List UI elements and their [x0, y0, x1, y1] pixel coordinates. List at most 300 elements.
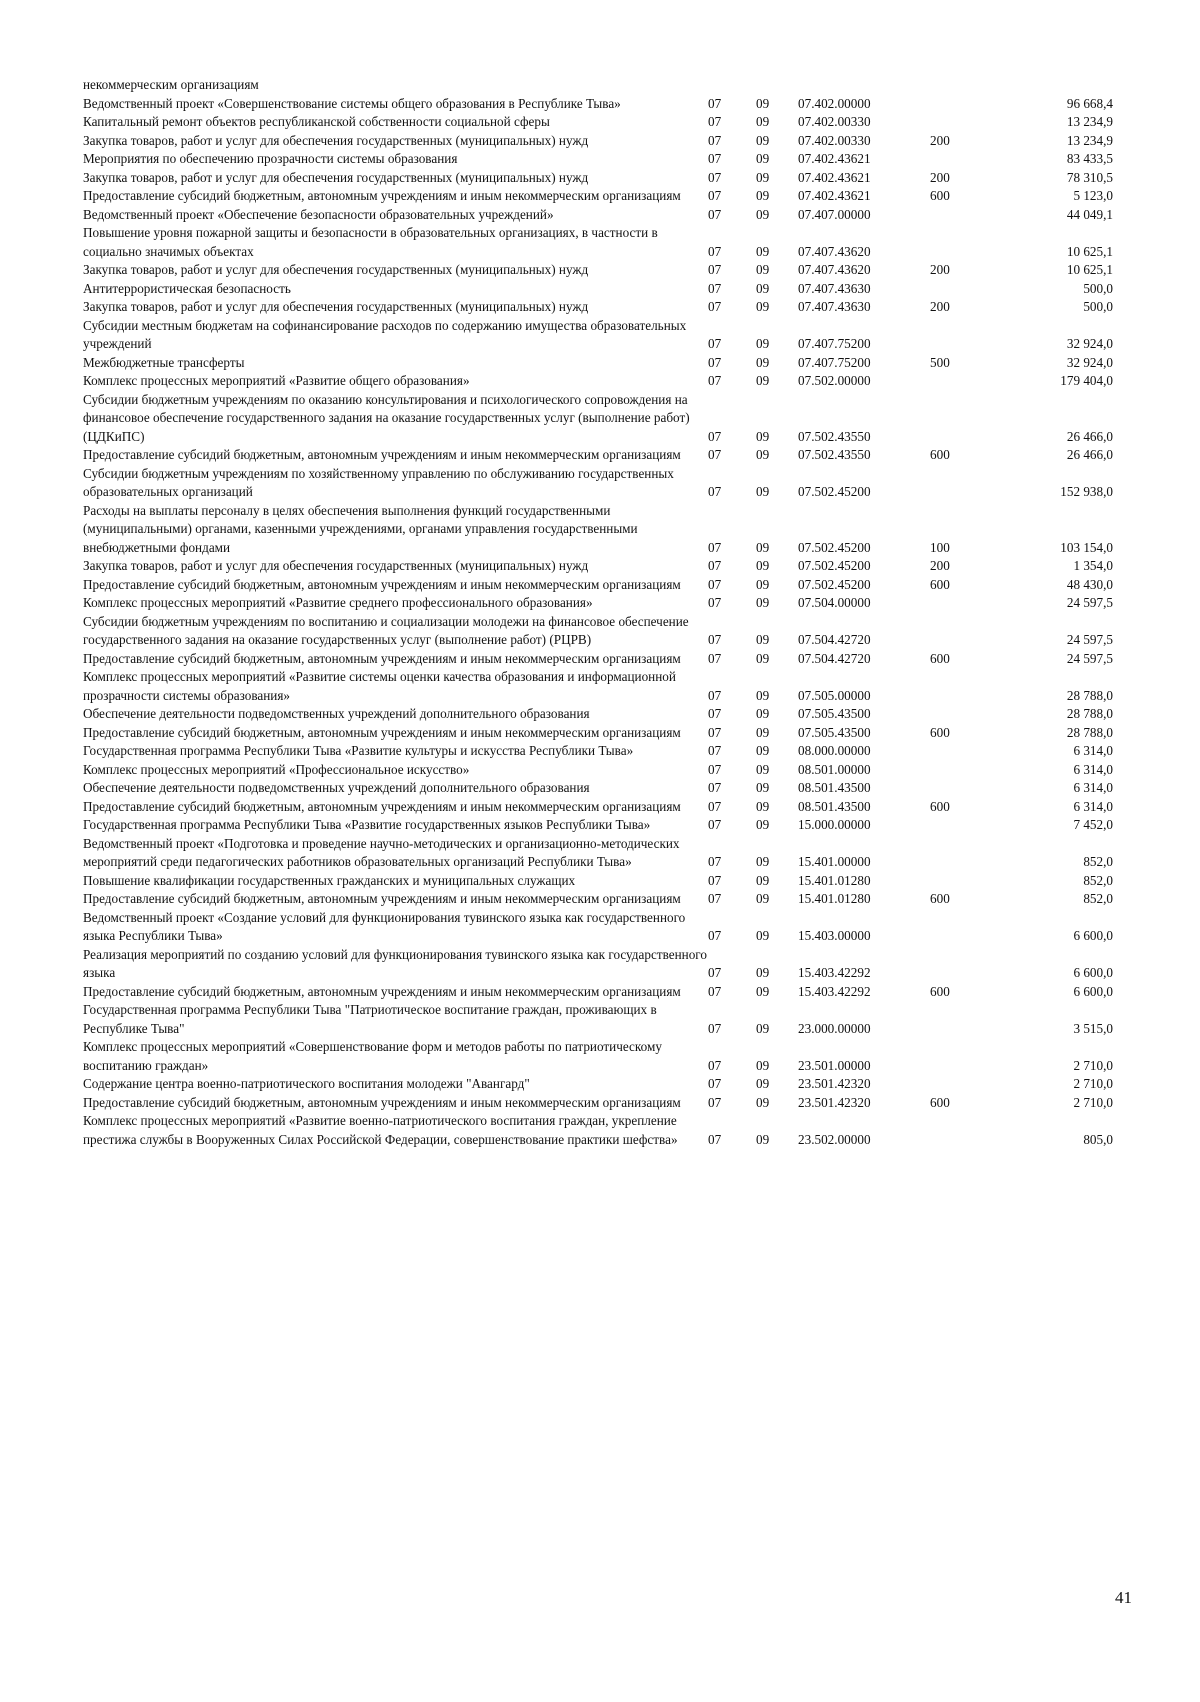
row-target-code: 07.402.43621	[798, 169, 871, 185]
row-subsection: 09	[756, 798, 770, 814]
row-subsection: 09	[756, 817, 770, 832]
row-expense-type	[930, 465, 990, 502]
row-subsection: 09	[756, 373, 770, 388]
row-amount: 32 924,0	[1066, 336, 1113, 351]
row-section: 07	[708, 743, 722, 758]
row-subsection: 09	[756, 188, 770, 203]
row-expense-type	[930, 206, 990, 225]
row-expense-type: 200	[930, 132, 950, 148]
row-amount: 6 600,0	[1073, 983, 1113, 999]
row-target-code: 07.502.00000	[798, 373, 871, 388]
row-expense-type	[930, 1112, 990, 1149]
row-amount	[990, 76, 1113, 95]
row-target-code: 07.407.00000	[798, 206, 871, 222]
row-expense-type	[930, 909, 990, 946]
row-expense-type	[930, 372, 990, 391]
row-amount: 6 314,0	[1073, 798, 1113, 814]
row-subsection: 09	[756, 299, 770, 314]
row-amount: 500,0	[1083, 280, 1113, 296]
table-row	[83, 724, 1113, 743]
row-target-code: 07.407.75200	[798, 354, 871, 370]
table-row	[83, 613, 1113, 650]
row-name: Комплекс процессных мероприятий «Развитие военно-патриотического воспитания граждан, укрепление престижа службы в Вооруженных Силах Российской Федерации, совершенствование практики шефства»	[83, 1113, 678, 1147]
row-amount: 28 788,0	[1066, 706, 1113, 721]
budget-table-body	[83, 76, 1113, 1149]
row-subsection: 09	[756, 354, 770, 370]
row-name: Государственная программа Республики Тыва «Развитие культуры и искусства Республики Тыва»	[83, 743, 634, 758]
row-name: Предоставление субсидий бюджетным, автономным учреждениям и иным некоммерческим организациям	[83, 447, 681, 462]
row-name: Субсидии местным бюджетам на софинансирование расходов по содержанию имущества образовательных учреждений	[83, 317, 687, 351]
row-name: Государственная программа Республики Тыва «Развитие государственных языков Республики Тыва»	[83, 817, 651, 832]
row-subsection: 09	[756, 539, 770, 555]
row-section: 07	[708, 687, 722, 703]
row-name: Ведомственный проект «Подготовка и проведение научно-методических и организационно-методических мероприятий среди педагогических работников образовательных организаций Республики Тыва»	[83, 835, 680, 869]
row-expense-type: 600	[930, 798, 950, 814]
row-name: Обеспечение деятельности подведомственных учреждений дополнительного образования	[83, 780, 590, 795]
row-name: Закупка товаров, работ и услуг для обеспечения государственных (муниципальных) нужд	[83, 132, 589, 148]
row-expense-type	[930, 1075, 990, 1094]
table-row	[83, 1094, 1113, 1113]
row-section: 07	[708, 798, 722, 814]
row-subsection: 09	[756, 262, 770, 277]
row-section: 07	[708, 280, 722, 296]
row-expense-type: 600	[930, 983, 950, 999]
table-row	[83, 95, 1113, 114]
row-amount: 24 597,5	[1066, 632, 1113, 647]
row-subsection: 09	[756, 151, 770, 166]
table-row	[83, 1038, 1113, 1075]
row-target-code: 07.502.45200	[798, 576, 871, 592]
row-section: 07	[708, 558, 722, 573]
table-row	[83, 1112, 1113, 1149]
row-name: Ведомственный проект «Создание условий для функционирования тувинского языка как государственного языка Республики Тыва»	[83, 909, 686, 943]
table-row	[83, 650, 1113, 669]
row-name: Закупка товаров, работ и услуг для обеспечения государственных (муниципальных) нужд	[83, 169, 589, 185]
table-row	[83, 354, 1113, 373]
row-amount: 13 234,9	[1066, 132, 1113, 148]
row-expense-type: 600	[930, 447, 950, 462]
row-target-code: 07.407.43630	[798, 299, 871, 314]
row-target-code: 07.407.75200	[798, 336, 871, 351]
row-name: Закупка товаров, работ и услуг для обеспечения государственных (муниципальных) нужд	[83, 262, 589, 277]
row-name: Капитальный ремонт объектов республиканской собственности социальной сферы	[83, 114, 550, 129]
row-expense-type	[930, 76, 990, 95]
row-amount: 13 234,9	[1066, 114, 1113, 129]
row-amount: 805,0	[1083, 1131, 1113, 1147]
row-target-code: 15.000.00000	[798, 817, 871, 832]
table-row	[83, 280, 1113, 299]
row-section: 07	[708, 872, 722, 888]
row-expense-type	[930, 613, 990, 650]
row-target-code: 23.501.00000	[798, 1057, 871, 1073]
row-target-code: 15.401.00000	[798, 854, 871, 869]
row-amount: 6 600,0	[1073, 928, 1113, 943]
row-section: 07	[708, 188, 722, 203]
table-row	[83, 742, 1113, 761]
row-expense-type	[930, 779, 990, 798]
row-subsection: 09	[756, 632, 770, 647]
row-target-code: 07.502.45200	[798, 484, 871, 499]
row-name: Комплекс процессных мероприятий «Развитие системы оценки качества образования и информационной прозрачности системы образования»	[83, 669, 676, 703]
row-subsection: 09	[756, 336, 770, 351]
row-target-code: 07.402.43621	[798, 188, 871, 203]
row-expense-type	[930, 668, 990, 705]
table-row	[83, 779, 1113, 798]
row-subsection: 09	[756, 428, 770, 444]
table-row	[83, 261, 1113, 280]
row-section: 07	[708, 336, 722, 351]
row-subsection: 09	[756, 687, 770, 703]
row-amount: 48 430,0	[1066, 576, 1113, 592]
row-section: 07	[708, 373, 722, 388]
row-expense-type	[930, 1038, 990, 1075]
row-section: 07	[708, 724, 722, 740]
row-subsection: 09	[756, 743, 770, 758]
table-row	[83, 946, 1113, 983]
table-row	[83, 816, 1113, 835]
row-target-code: 07.407.43630	[798, 280, 871, 296]
table-row	[83, 76, 1113, 95]
row-amount: 2 710,0	[1073, 1094, 1113, 1110]
row-subsection: 09	[756, 724, 770, 740]
row-amount: 2 710,0	[1073, 1057, 1113, 1073]
row-name: Обеспечение деятельности подведомственных учреждений дополнительного образования	[83, 706, 590, 721]
row-section: 07	[708, 650, 722, 666]
row-expense-type: 600	[930, 891, 950, 906]
row-expense-type: 500	[930, 354, 950, 370]
row-target-code: 08.501.00000	[798, 761, 871, 777]
row-target-code: 15.401.01280	[798, 891, 871, 906]
row-amount: 3 515,0	[1073, 1020, 1113, 1036]
row-name: некоммерческим организациям	[83, 77, 259, 92]
row-name: Содержание центра военно-патриотического воспитания молодежи "Авангард"	[83, 1076, 530, 1091]
row-subsection: 09	[756, 1094, 770, 1110]
row-name: Субсидии бюджетным учреждениям по хозяйственному управлению по обслуживанию государственных образовательных организаций	[83, 465, 674, 499]
row-amount: 1 354,0	[1073, 558, 1113, 573]
row-subsection: 09	[756, 576, 770, 592]
row-section: 07	[708, 891, 722, 906]
table-row	[83, 705, 1113, 724]
row-expense-type	[930, 761, 990, 780]
row-target-code: 23.501.42320	[798, 1094, 871, 1110]
table-row	[83, 502, 1113, 558]
row-expense-type: 600	[930, 650, 950, 666]
row-section: 07	[708, 965, 722, 980]
row-amount: 6 314,0	[1073, 743, 1113, 758]
table-row	[83, 224, 1113, 261]
table-row	[83, 835, 1113, 872]
row-name: Ведомственный проект «Обеспечение безопасности образовательных учреждений»	[83, 206, 554, 222]
row-section: 07	[708, 595, 722, 610]
row-target-code: 15.401.01280	[798, 872, 871, 888]
row-name: Предоставление субсидий бюджетным, автономным учреждениям и иным некоммерческим организациям	[83, 576, 681, 592]
row-name: Субсидии бюджетным учреждениям по оказанию консультирования и психологического сопровождения на финансовое обеспечение государственного задания на оказание государственных услуг (выполнение работ) (ЦДКиПС)	[83, 391, 690, 444]
row-subsection: 09	[756, 95, 770, 111]
row-name: Комплекс процессных мероприятий «Профессиональное искусство»	[83, 761, 470, 777]
row-amount: 2 710,0	[1073, 1076, 1113, 1091]
row-section: 07	[708, 761, 722, 777]
row-subsection: 09	[756, 1020, 770, 1036]
row-amount: 852,0	[1083, 891, 1113, 906]
row-expense-type: 200	[930, 299, 950, 314]
row-target-code: 07.402.00330	[798, 114, 871, 129]
row-subsection: 09	[756, 1057, 770, 1073]
row-target-code: 15.403.42292	[798, 965, 871, 980]
row-name: Субсидии бюджетным учреждениям по воспитанию и социализации молодежи на финансовое обеспечение государственного задания на оказание государственных услуг (выполнение работ) (РЦРВ)	[83, 613, 689, 647]
table-row	[83, 465, 1113, 502]
row-expense-type	[930, 391, 990, 447]
row-expense-type: 200	[930, 262, 950, 277]
row-target-code: 07.402.00330	[798, 132, 871, 148]
row-subsection: 09	[756, 706, 770, 721]
table-row	[83, 132, 1113, 151]
row-section: 07	[708, 262, 722, 277]
row-amount: 5 123,0	[1073, 188, 1113, 203]
row-amount: 7 452,0	[1073, 817, 1113, 832]
table-row	[83, 872, 1113, 891]
row-name: Закупка товаров, работ и услуг для обеспечения государственных (муниципальных) нужд	[83, 299, 589, 314]
row-subsection: 09	[756, 595, 770, 610]
row-target-code: 07.504.42720	[798, 650, 871, 666]
row-section: 07	[708, 1094, 722, 1110]
row-amount: 103 154,0	[1060, 539, 1113, 555]
table-row	[83, 1075, 1113, 1094]
row-target-code: 07.502.45200	[798, 558, 871, 573]
table-row	[83, 909, 1113, 946]
row-amount: 500,0	[1083, 299, 1113, 314]
row-amount: 179 404,0	[1060, 373, 1113, 388]
row-expense-type	[930, 835, 990, 872]
row-expense-type: 200	[930, 558, 950, 573]
row-section: 07	[708, 299, 722, 314]
row-target-code: 08.501.43500	[798, 798, 871, 814]
row-expense-type: 200	[930, 169, 950, 185]
row-amount: 852,0	[1083, 872, 1113, 888]
row-section: 07	[708, 983, 722, 999]
row-name: Предоставление субсидий бюджетным, автономным учреждениям и иным некоммерческим организациям	[83, 983, 681, 999]
table-row	[83, 798, 1113, 817]
row-expense-type	[930, 113, 990, 132]
row-amount: 6 314,0	[1073, 780, 1113, 795]
row-name: Государственная программа Республики Тыва "Патриотическое воспитание граждан, проживающих в Республике Тыва"	[83, 1002, 657, 1036]
row-subsection: 09	[756, 243, 770, 259]
row-name: Предоставление субсидий бюджетным, автономным учреждениям и иным некоммерческим организациям	[83, 798, 681, 814]
table-row	[83, 391, 1113, 447]
row-subsection: 09	[756, 761, 770, 777]
row-expense-type	[930, 1001, 990, 1038]
row-expense-type	[930, 317, 990, 354]
row-expense-type	[930, 95, 990, 114]
row-expense-type: 600	[930, 724, 950, 740]
page-number: 41	[1115, 1588, 1132, 1607]
table-row	[83, 150, 1113, 169]
row-target-code: 23.502.00000	[798, 1131, 871, 1147]
table-row	[83, 187, 1113, 206]
row-subsection: 09	[756, 891, 770, 906]
table-row	[83, 372, 1113, 391]
row-amount: 78 310,5	[1066, 169, 1113, 185]
row-target-code: 08.501.43500	[798, 780, 871, 795]
table-row	[83, 668, 1113, 705]
row-name: Повышение уровня пожарной защиты и безопасности в образовательных организациях, в частности в социально значимых объектах	[83, 225, 658, 259]
row-amount: 10 625,1	[1066, 243, 1113, 259]
table-row	[83, 594, 1113, 613]
row-target-code: 07.505.43500	[798, 706, 871, 721]
row-subsection: 09	[756, 1131, 770, 1147]
row-section: 07	[708, 169, 722, 185]
row-target-code: 07.505.00000	[798, 687, 871, 703]
row-expense-type	[930, 594, 990, 613]
row-amount: 10 625,1	[1066, 262, 1113, 277]
table-row	[83, 298, 1113, 317]
row-expense-type: 600	[930, 1094, 950, 1110]
row-name: Комплекс процессных мероприятий «Развитие общего образования»	[83, 373, 470, 388]
row-amount: 26 466,0	[1066, 428, 1113, 444]
row-section: 07	[708, 1057, 722, 1073]
row-amount: 24 597,5	[1066, 595, 1113, 610]
table-row	[83, 206, 1113, 225]
row-section: 07	[708, 206, 722, 222]
table-row	[83, 1001, 1113, 1038]
row-target-code: 07.504.42720	[798, 632, 871, 647]
row-section: 07	[708, 428, 722, 444]
row-name: Комплекс процессных мероприятий «Совершенствование форм и методов работы по патриотическому воспитанию граждан»	[83, 1039, 662, 1073]
row-expense-type: 100	[930, 539, 950, 555]
row-subsection: 09	[756, 114, 770, 129]
row-amount: 96 668,4	[1066, 95, 1113, 111]
row-subsection: 09	[756, 780, 770, 795]
row-name: Предоставление субсидий бюджетным, автономным учреждениям и иным некоммерческим организациям	[83, 891, 681, 906]
row-section: 07	[708, 1076, 722, 1091]
row-name: Межбюджетные трансферты	[83, 354, 245, 370]
row-subsection: 09	[756, 447, 770, 462]
row-amount: 32 924,0	[1066, 354, 1113, 370]
row-section: 07	[708, 354, 722, 370]
row-section: 07	[708, 243, 722, 259]
row-subsection: 09	[756, 650, 770, 666]
row-target-code: 07.402.43621	[798, 151, 871, 166]
row-amount: 44 049,1	[1066, 206, 1113, 222]
row-subsection: 09	[756, 132, 770, 148]
row-section: 07	[708, 706, 722, 721]
row-expense-type	[930, 742, 990, 761]
table-row	[83, 169, 1113, 188]
row-name: Антитеррористическая безопасность	[83, 280, 291, 296]
row-subsection	[756, 76, 798, 95]
table-row	[83, 317, 1113, 354]
row-section: 07	[708, 539, 722, 555]
row-section: 07	[708, 817, 722, 832]
table-row	[83, 113, 1113, 132]
row-section: 07	[708, 576, 722, 592]
row-section: 07	[708, 95, 722, 111]
row-section: 07	[708, 780, 722, 795]
row-subsection: 09	[756, 484, 770, 499]
row-amount: 6 600,0	[1073, 965, 1113, 980]
row-amount: 83 433,5	[1066, 151, 1113, 166]
row-amount: 6 314,0	[1073, 761, 1113, 777]
row-target-code: 07.407.43620	[798, 262, 871, 277]
table-row	[83, 983, 1113, 1002]
row-section: 07	[708, 151, 722, 166]
row-subsection: 09	[756, 206, 770, 222]
row-target-code: 07.504.00000	[798, 595, 871, 610]
row-target-code: 23.000.00000	[798, 1020, 871, 1036]
row-subsection: 09	[756, 872, 770, 888]
row-subsection: 09	[756, 928, 770, 943]
row-section: 07	[708, 1020, 722, 1036]
table-row	[83, 890, 1113, 909]
row-target-code: 23.501.42320	[798, 1076, 871, 1091]
row-name: Комплекс процессных мероприятий «Развитие среднего профессионального образования»	[83, 595, 593, 610]
row-expense-type: 600	[930, 576, 950, 592]
row-subsection: 09	[756, 280, 770, 296]
row-subsection: 09	[756, 983, 770, 999]
row-name: Предоставление субсидий бюджетным, автономным учреждениям и иным некоммерческим организациям	[83, 188, 681, 203]
row-expense-type	[930, 280, 990, 299]
row-target-code: 07.402.00000	[798, 95, 871, 111]
table-row	[83, 446, 1113, 465]
row-target-code: 07.407.43620	[798, 243, 871, 259]
row-target-code: 07.505.43500	[798, 724, 871, 740]
row-expense-type	[930, 224, 990, 261]
row-section: 07	[708, 484, 722, 499]
row-section: 07	[708, 114, 722, 129]
row-name: Предоставление субсидий бюджетным, автономным учреждениям и иным некоммерческим организациям	[83, 724, 681, 740]
row-target-code: 07.502.43550	[798, 447, 871, 462]
row-subsection: 09	[756, 965, 770, 980]
table-row	[83, 576, 1113, 595]
row-target-code: 15.403.42292	[798, 983, 871, 999]
row-name: Мероприятия по обеспечению прозрачности системы образования	[83, 151, 458, 166]
row-name: Предоставление субсидий бюджетным, автономным учреждениям и иным некоммерческим организациям	[83, 650, 681, 666]
row-subsection: 09	[756, 854, 770, 869]
row-section: 07	[708, 928, 722, 943]
row-name: Закупка товаров, работ и услуг для обеспечения государственных (муниципальных) нужд	[83, 558, 589, 573]
row-amount: 28 788,0	[1066, 724, 1113, 740]
row-target-code	[798, 76, 930, 95]
row-expense-type: 600	[930, 188, 950, 203]
row-section: 07	[708, 1131, 722, 1147]
row-amount: 26 466,0	[1066, 447, 1113, 462]
row-name: Предоставление субсидий бюджетным, автономным учреждениям и иным некоммерческим организациям	[83, 1094, 681, 1110]
row-amount: 28 788,0	[1066, 687, 1113, 703]
budget-table	[83, 76, 1113, 1149]
row-target-code: 07.502.45200	[798, 539, 871, 555]
row-section: 07	[708, 854, 722, 869]
row-section: 07	[708, 447, 722, 462]
table-row	[83, 761, 1113, 780]
row-expense-type	[930, 705, 990, 724]
row-amount: 852,0	[1083, 854, 1113, 869]
row-section: 07	[708, 132, 722, 148]
row-target-code: 08.000.00000	[798, 743, 871, 758]
row-name: Ведомственный проект «Совершенствование системы общего образования в Республике Тыва»	[83, 95, 621, 111]
row-expense-type	[930, 816, 990, 835]
row-target-code: 07.502.43550	[798, 428, 871, 444]
row-subsection: 09	[756, 1076, 770, 1091]
row-name: Реализация мероприятий по созданию условий для функционирования тувинского языка как государственного языка	[83, 946, 707, 980]
row-subsection: 09	[756, 558, 770, 573]
row-amount: 24 597,5	[1066, 650, 1113, 666]
row-subsection: 09	[756, 169, 770, 185]
row-expense-type	[930, 150, 990, 169]
row-name: Повышение квалификации государственных гражданских и муниципальных служащих	[83, 872, 576, 888]
table-row	[83, 557, 1113, 576]
row-expense-type	[930, 872, 990, 891]
row-expense-type	[930, 946, 990, 983]
row-amount: 152 938,0	[1060, 484, 1113, 499]
